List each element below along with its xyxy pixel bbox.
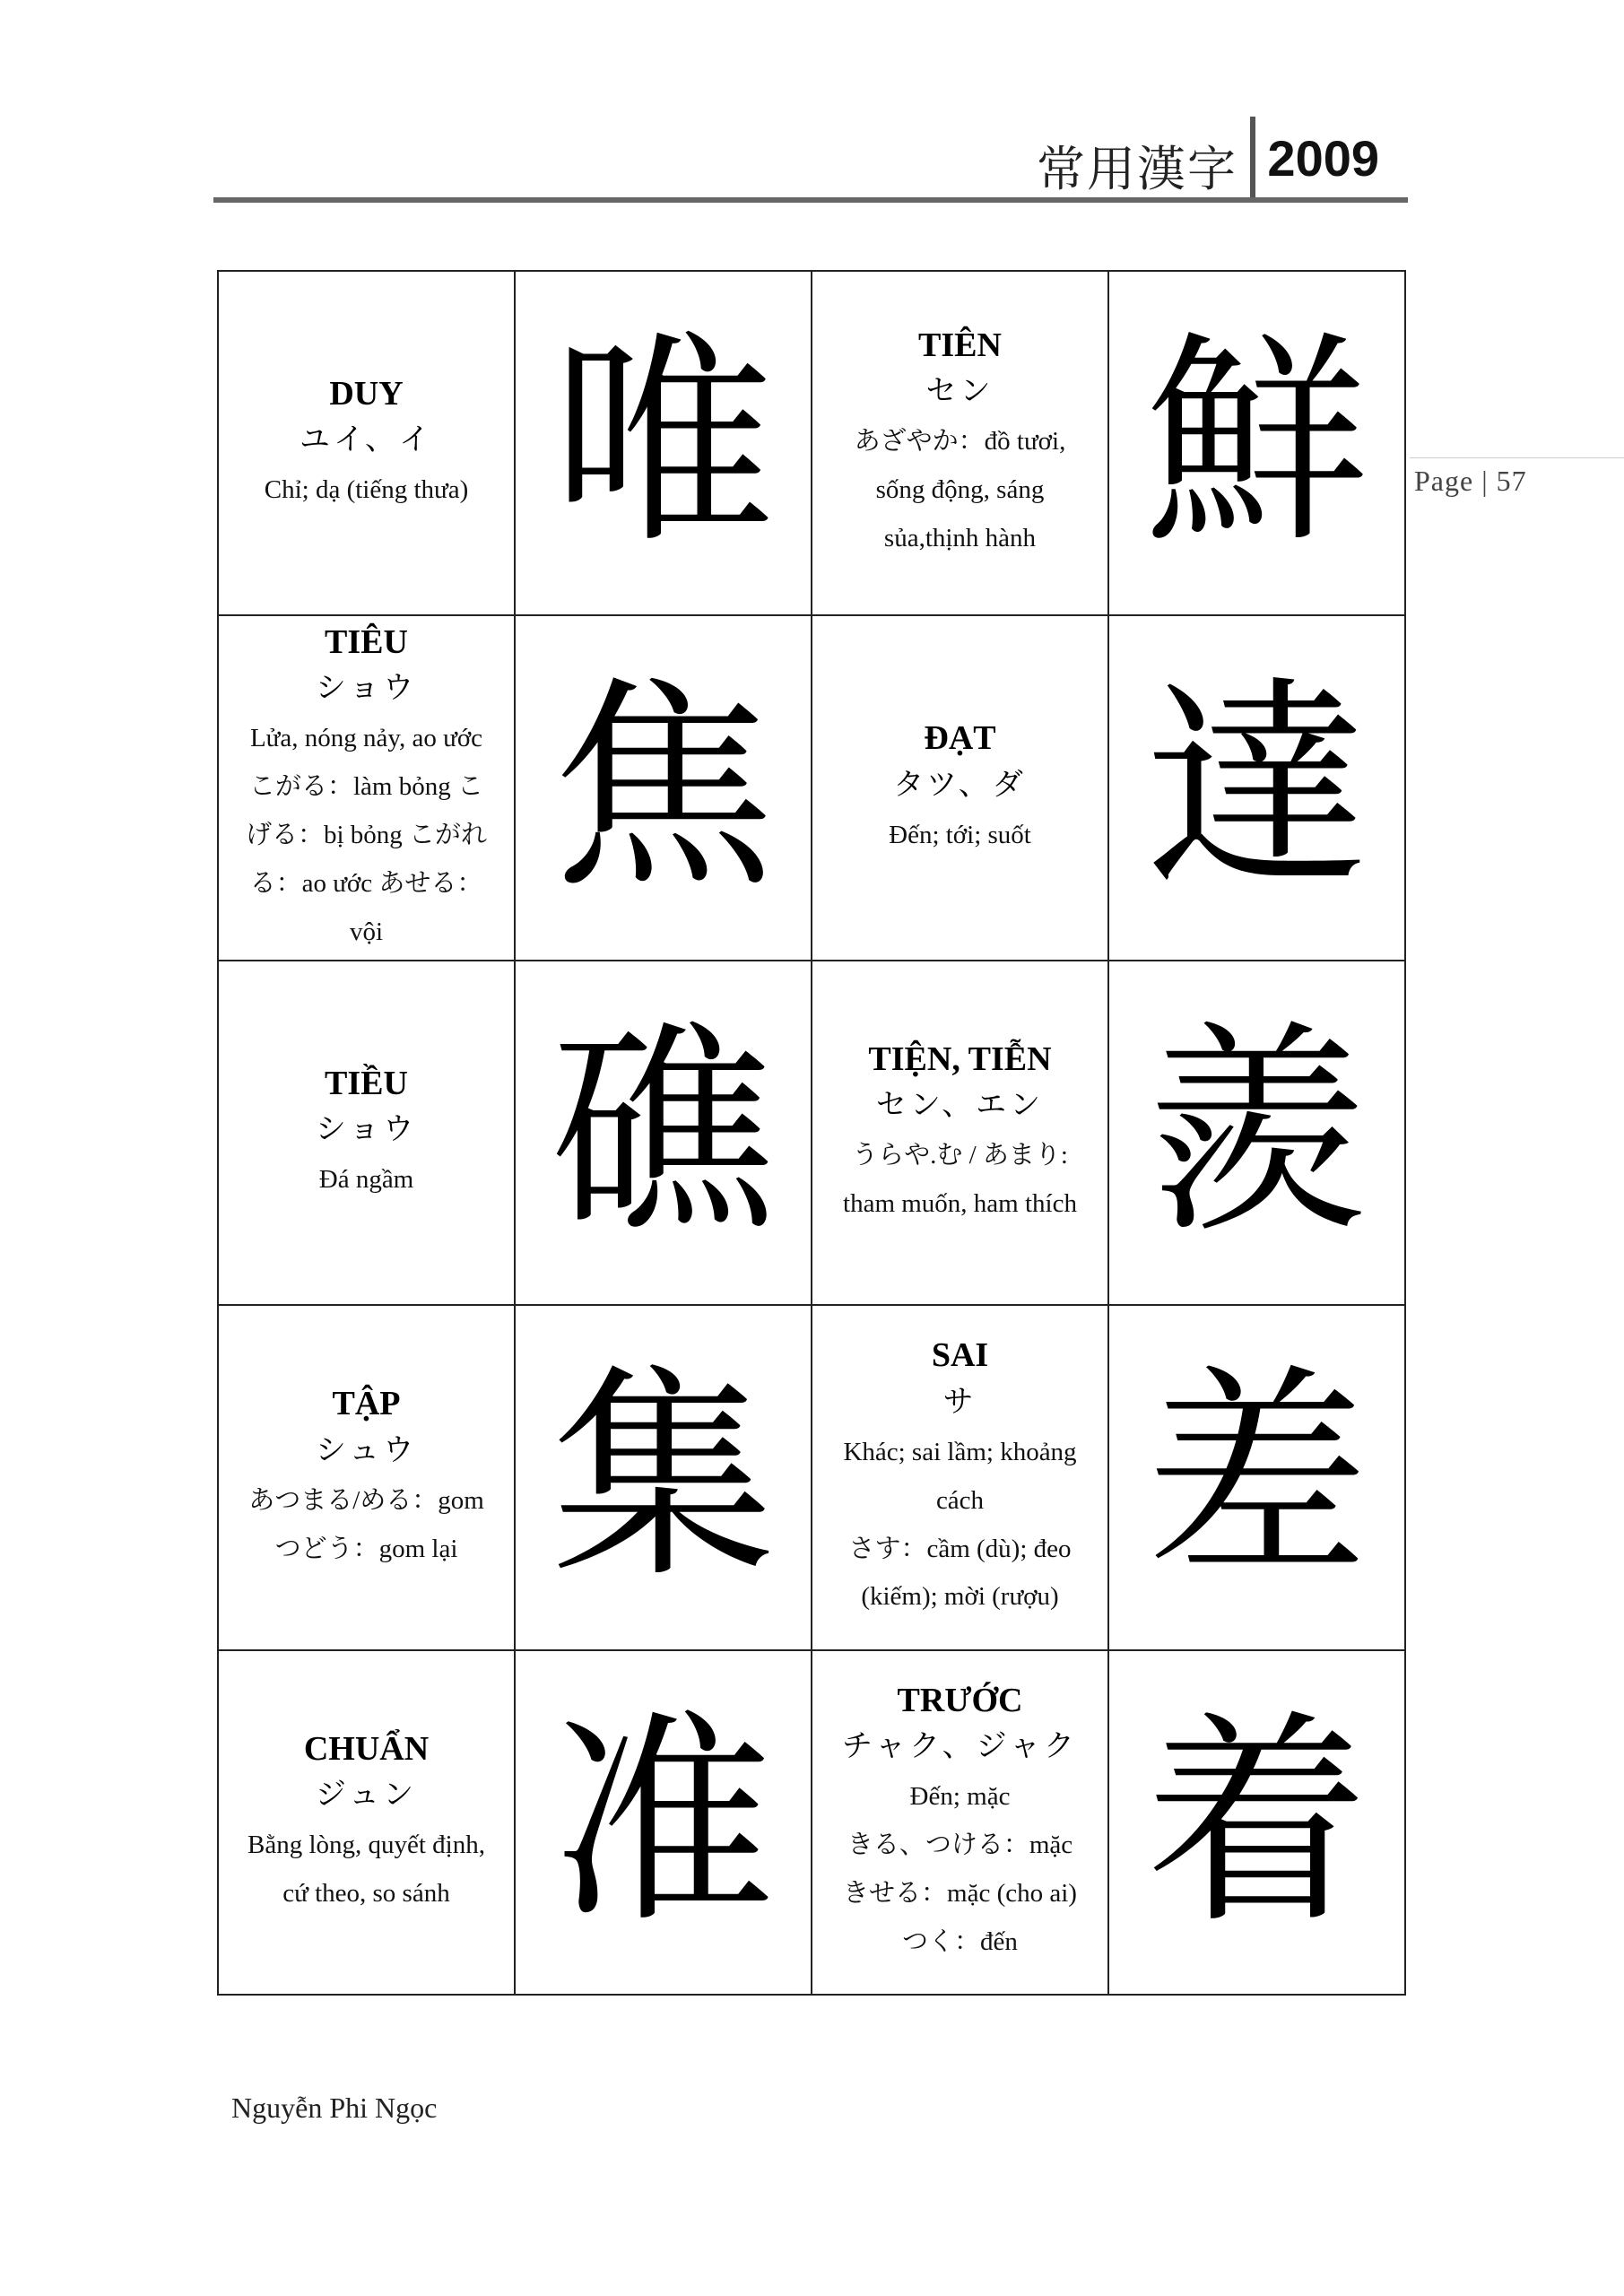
meaning-line: Đá ngầm [318,1165,414,1195]
kana-reading: サ [942,1383,977,1420]
sino-vietnamese-reading: CHUẨN [303,1729,430,1768]
kanji-cell [516,272,812,616]
meaning-line: さす：cầm (dù); đeo [848,1534,1072,1563]
meaning-text [843,1773,1077,1967]
kanji-character: 集 [551,1346,776,1608]
meaning-line: Bằng lòng, quyết định, [247,1831,485,1859]
kana-reading: ユイ、イ [300,422,433,458]
entry-info-cell [219,961,516,1306]
meaning-line: げる：bị bỏng こがれ [245,820,488,849]
kanji-cell [516,961,812,1306]
meaning-line: Đến; mặc [909,1782,1011,1812]
sino-vietnamese-reading: TIÊU [325,622,408,661]
sino-vietnamese-reading: DUY [329,375,404,413]
entry-info-cell [219,1306,516,1650]
page-number-rule [1410,457,1624,458]
kana-reading: シュウ [315,1431,418,1468]
sino-vietnamese-reading: TRƯỚC [897,1681,1023,1719]
meaning-line: (kiếm); mời (rượu) [861,1582,1059,1612]
header-year: 2009 [1267,130,1379,187]
sino-vietnamese-reading: SAI [931,1336,989,1375]
sino-vietnamese-reading: ĐẠT [924,719,996,758]
meaning-line: あざやか：đồ tươi, [854,427,1066,457]
author-footer: Nguyễn Phi Ngọc [231,2092,438,2124]
kana-reading: セン、エン [875,1087,1045,1124]
entry-info-cell [219,1651,516,1996]
kanji-cell [1109,272,1406,616]
meaning-text [843,1429,1076,1622]
entry-info-cell [812,272,1109,616]
kanji-character: 准 [551,1691,776,1952]
meaning-line: あつまる/める：gom [248,1485,484,1515]
kanji-cell [516,1306,812,1650]
sino-vietnamese-reading: TIÊN [918,326,1002,365]
page-header [213,106,1408,203]
meaning-text [889,812,1031,860]
kanji-cell [1109,616,1406,961]
kanji-cell [1109,1651,1406,1996]
kanji-character: 焦 [551,657,776,918]
meaning-line: こがる：làm bỏng こ [249,771,483,801]
kanji-character: 羨 [1144,1001,1369,1263]
meaning-text [843,1132,1077,1229]
header-rule [213,197,1408,203]
meaning-line: Chỉ; dạ (tiếng thưa) [264,475,469,505]
meaning-line: つどう：gom lại [274,1534,458,1563]
meaning-line: cách [935,1485,985,1515]
sino-vietnamese-reading: TIỆN, TIỄN [868,1039,1052,1078]
meaning-line: うらや.む / あまり: [852,1141,1068,1170]
kanji-cell [516,616,812,961]
header-title: 常用漢字 [1037,141,1238,197]
meaning-line: きせる：mặc (cho ai) [843,1878,1077,1908]
entry-info-cell [812,616,1109,961]
kanji-cell [516,1651,812,1996]
kanji-cell [1109,1306,1406,1650]
meaning-line: vội [349,917,384,946]
meaning-text [265,466,469,515]
kanji-character: 着 [1144,1691,1369,1952]
meaning-line: cứ theo, so sánh [282,1878,450,1908]
meaning-text [855,418,1066,563]
entry-info-cell [219,616,516,961]
header-divider [1250,117,1255,203]
meaning-line: Lửa, nóng nảy, ao ước [249,723,483,752]
kanji-cell [1109,961,1406,1306]
meaning-text [246,715,487,957]
meaning-line: sủa,thịnh hành [883,524,1037,553]
meaning-line: tham muốn, ham thích [843,1189,1077,1219]
sino-vietnamese-reading: TẬP [332,1385,401,1423]
meaning-line: Khác; sai lầm; khoảng [843,1437,1077,1466]
meaning-line: つく：đến [902,1926,1018,1956]
meaning-text [248,1822,485,1918]
kana-reading: ショウ [315,669,418,706]
kana-reading: ジュン [315,1777,418,1813]
kana-reading: チャク、ジャク [842,1728,1078,1765]
entry-info-cell [812,961,1109,1306]
entry-info-cell [219,272,516,616]
kana-reading: ショウ [315,1111,418,1148]
sino-vietnamese-reading: TIỀU [325,1064,408,1102]
kanji-character: 唯 [551,312,776,574]
kana-reading: セン [925,373,994,410]
kanji-character: 差 [1144,1346,1369,1608]
page-number: Page | 57 [1414,465,1527,497]
meaning-text [319,1156,414,1205]
meaning-line: きる、つける：mặc [847,1831,1073,1859]
meaning-line: る：ao ước あせる： [249,868,483,898]
kanji-character: 達 [1144,657,1369,918]
meaning-line: Đến; tới; suốt [889,820,1031,849]
meaning-line: sống động, sáng [875,475,1045,505]
meaning-text [248,1477,484,1574]
kanji-character: 礁 [551,1001,776,1263]
kana-reading: タツ、ダ [893,766,1027,803]
entry-info-cell [812,1651,1109,1996]
entry-info-cell [812,1306,1109,1650]
kanji-table [217,270,1406,1996]
kanji-character: 鮮 [1144,312,1369,574]
